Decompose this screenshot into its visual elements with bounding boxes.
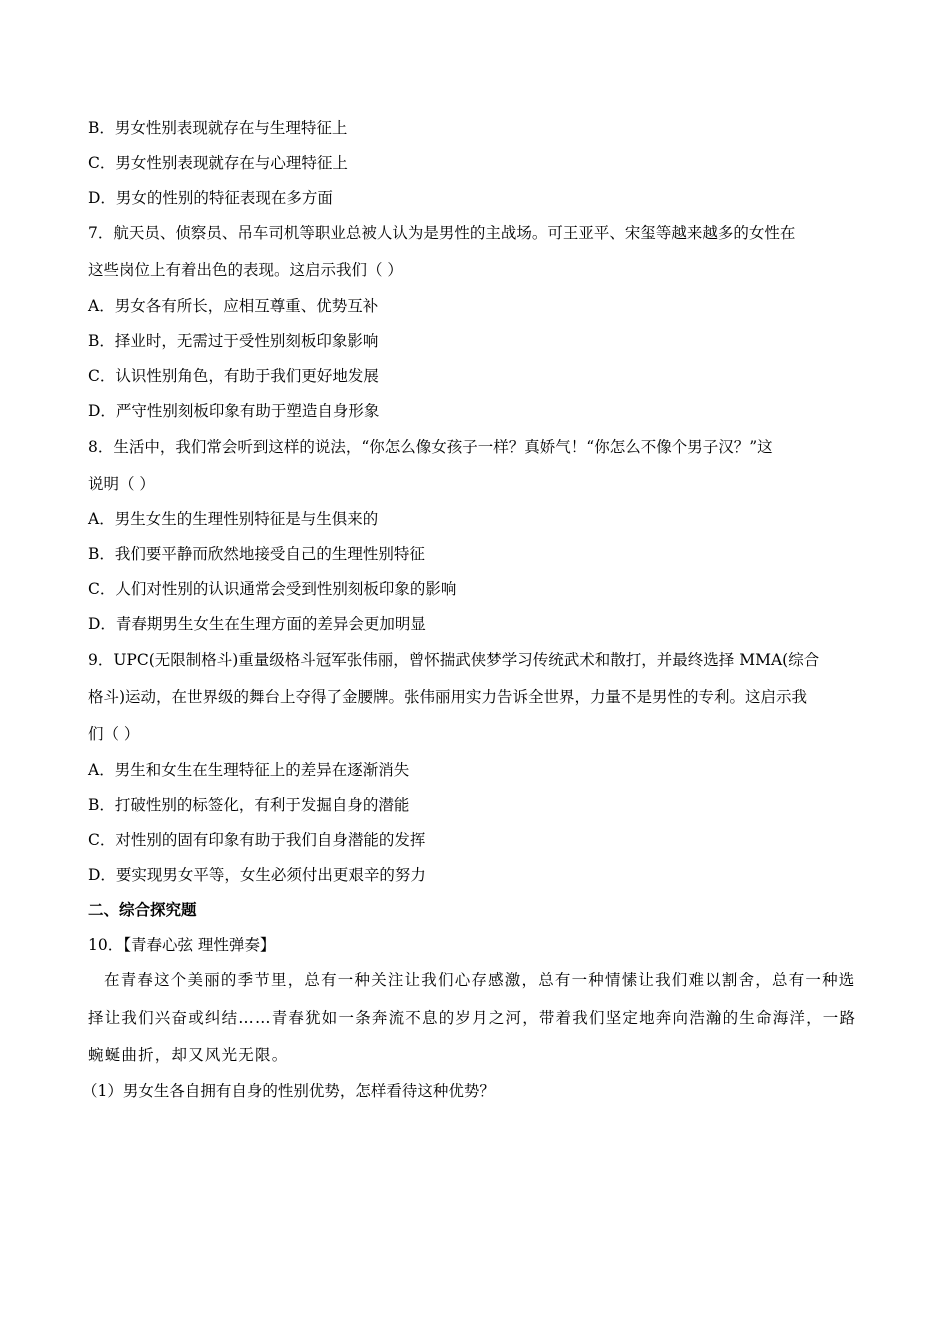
- q6-option-b: B．男女性别表现就存在与生理特征上: [88, 119, 348, 137]
- q8-option-b: B．我们要平静而欣然地接受自己的生理性别特征: [88, 545, 425, 563]
- q9-stem-line-1: 9．UPC(无限制格斗)重量级格斗冠军张伟丽，曾怀揣武侠梦学习传统武术和散打，并最终选择 MMA(综合: [88, 651, 820, 669]
- q6-option-d: D．男女的性别的特征表现在多方面: [88, 189, 333, 207]
- q8-stem-line-1: 8．生活中，我们常会听到这样的说法，“你怎么像女孩子一样？真娇气！“你怎么不像个男子汉？”这: [88, 438, 773, 456]
- q7-option-a: A．男女各有所长，应相互尊重、优势互补: [88, 297, 379, 315]
- section-2-heading: 二、综合探究题: [88, 901, 197, 919]
- q9-stem-line-2: 格斗)运动，在世界级的舞台上夺得了金腰牌。张伟丽用实力告诉全世界，力量不是男性的专利。这启示我: [88, 688, 808, 706]
- q9-option-b: B．打破性别的标签化，有利于发掘自身的潜能: [88, 796, 410, 814]
- q9-option-d: D．要实现男女平等，女生必须付出更艰辛的努力: [88, 866, 426, 884]
- q8-option-d: D．青春期男生女生在生理方面的差异会更加明显: [88, 615, 426, 633]
- q7-option-d: D．严守性别刻板印象有助于塑造自身形象: [88, 402, 380, 420]
- q7-option-c: C．认识性别角色，有助于我们更好地发展: [88, 367, 379, 385]
- q7-option-b: B．择业时，无需过于受性别刻板印象影响: [88, 332, 379, 350]
- q10-paragraph-line-3: 蜿蜒曲折，却又风光无限。: [88, 1046, 289, 1064]
- q7-stem-line-2: 这些岗位上有着出色的表现。这启示我们（ ）: [88, 261, 403, 279]
- q8-option-c: C．人们对性别的认识通常会受到性别刻板印象的影响: [88, 580, 457, 598]
- q9-option-c: C．对性别的固有印象有助于我们自身潜能的发挥: [88, 831, 426, 849]
- q6-option-c: C．男女性别表现就存在与心理特征上: [88, 154, 348, 172]
- q10-paragraph-line-1: 在青春这个美丽的季节里，总有一种关注让我们心存感激，总有一种情愫让我们难以割舍，总有一种选: [104, 971, 856, 989]
- q7-stem-line-1: 7．航天员、侦察员、吊车司机等职业总被人认为是男性的主战场。可王亚平、宋玺等越来越多的女性在: [88, 224, 796, 242]
- q8-stem-line-2: 说明（ ）: [88, 475, 155, 493]
- q8-option-a: A．男生女生的生理性别特征是与生俱来的: [88, 510, 379, 528]
- q9-option-a: A．男生和女生在生理特征上的差异在逐渐消失: [88, 761, 410, 779]
- q9-stem-line-3: 们（ ）: [88, 725, 140, 743]
- q10-paragraph-line-2: 择让我们兴奋或纠结……青春犹如一条奔流不息的岁月之河，带着我们坚定地奔向浩瀚的生命海洋，一路: [88, 1009, 857, 1027]
- q10-subquestion-1: （1）男女生各自拥有自身的性别优势，怎样看待这种优势？: [82, 1082, 495, 1100]
- q10-title: 10．【青春心弦 理性弹奏】: [88, 936, 276, 954]
